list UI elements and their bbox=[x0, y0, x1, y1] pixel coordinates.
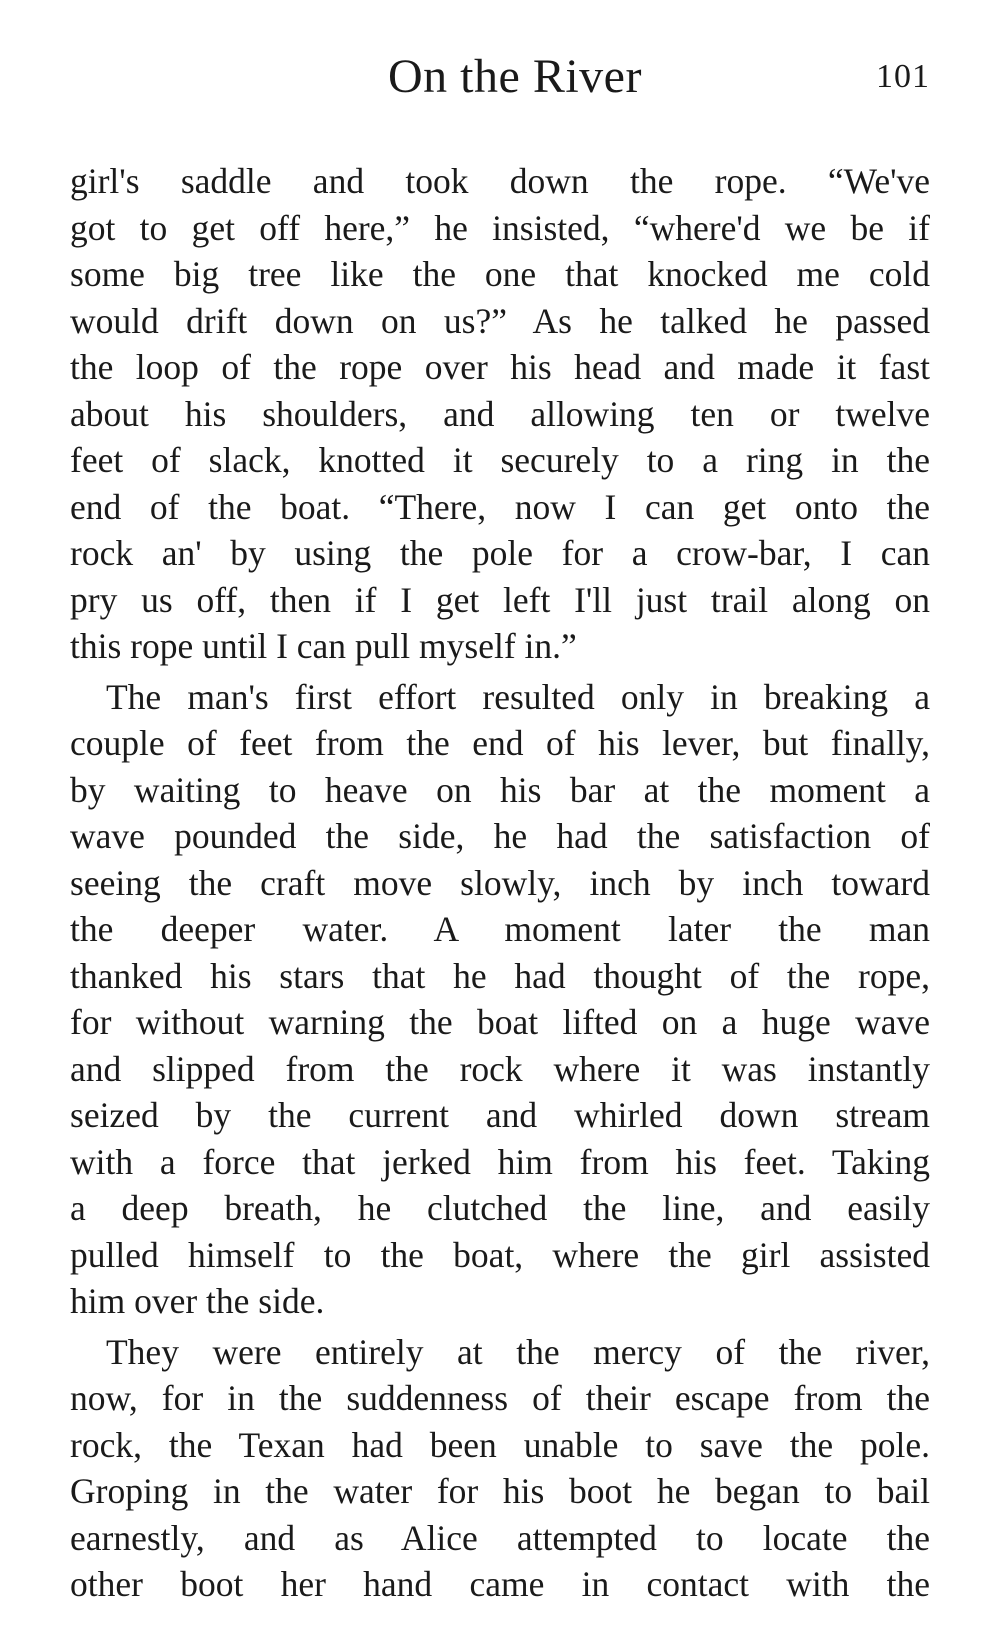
text-line: feet of slack, knotted it securely to a ring in the bbox=[70, 440, 930, 480]
text-line: him over the side. bbox=[70, 1281, 325, 1321]
text-line: girl's saddle and took down the rope. “We've bbox=[70, 161, 930, 201]
text-line: earnestly, and as Alice attempted to locate the bbox=[70, 1517, 930, 1558]
text-line: seeing the craft move slowly, inch by inch toward bbox=[70, 862, 930, 903]
text-line: the loop of the rope over his head and made it fast bbox=[70, 347, 930, 387]
text-line: with a force that jerked him from his feet. Taking bbox=[70, 1141, 930, 1182]
text-line: pulled himself to the boat, where the girl assisted bbox=[70, 1234, 930, 1275]
paragraph-1 bbox=[70, 158, 930, 670]
text-line: They were entirely at the mercy of the river, bbox=[106, 1331, 930, 1372]
text-line: end of the boat. “There, now I can get onto the bbox=[70, 486, 930, 527]
body-text bbox=[70, 158, 930, 1608]
text-line: The man's first effort resulted only in breaking a bbox=[106, 676, 930, 717]
running-head bbox=[70, 42, 930, 112]
chapter-title: On the River bbox=[388, 50, 642, 103]
text-line: other boot her hand came in contact with the bbox=[70, 1564, 930, 1604]
paragraph-3 bbox=[70, 1329, 930, 1608]
text-line: this rope until I can pull myself in.” bbox=[70, 626, 577, 666]
page-number: 101 bbox=[876, 58, 930, 95]
text-line: seized by the current and whirled down stream bbox=[70, 1095, 930, 1135]
text-line: rock, the Texan had been unable to save the pole. bbox=[70, 1424, 930, 1465]
text-line: pry us off, then if I get left I'll just trail along on bbox=[70, 579, 930, 620]
text-line: the deeper water. A moment later the man bbox=[70, 909, 930, 949]
text-line: and slipped from the rock where it was instantly bbox=[70, 1048, 930, 1089]
text-line: about his shoulders, and allowing ten or twelve bbox=[70, 393, 930, 434]
text-line: now, for in the suddenness of their escape from the bbox=[70, 1378, 930, 1418]
text-line: would drift down on us?” As he talked he passed bbox=[70, 300, 930, 341]
text-line: Groping in the water for his boot he began to bail bbox=[70, 1471, 930, 1511]
text-line: for without warning the boat lifted on a huge wave bbox=[70, 1002, 930, 1042]
text-line: got to get off here,” he insisted, “where'd we be if bbox=[70, 207, 930, 248]
text-line: by waiting to heave on his bar at the moment a bbox=[70, 769, 930, 810]
paragraph-2 bbox=[70, 674, 930, 1325]
text-line: a deep breath, he clutched the line, and easily bbox=[70, 1188, 930, 1228]
text-line: rock an' by using the pole for a crow-bar, I can bbox=[70, 533, 930, 573]
text-line: wave pounded the side, he had the satisfaction of bbox=[70, 816, 930, 856]
text-line: thanked his stars that he had thought of the rope, bbox=[70, 955, 930, 996]
text-line: some big tree like the one that knocked me cold bbox=[70, 254, 930, 294]
text-line: couple of feet from the end of his lever, but finally, bbox=[70, 723, 930, 763]
